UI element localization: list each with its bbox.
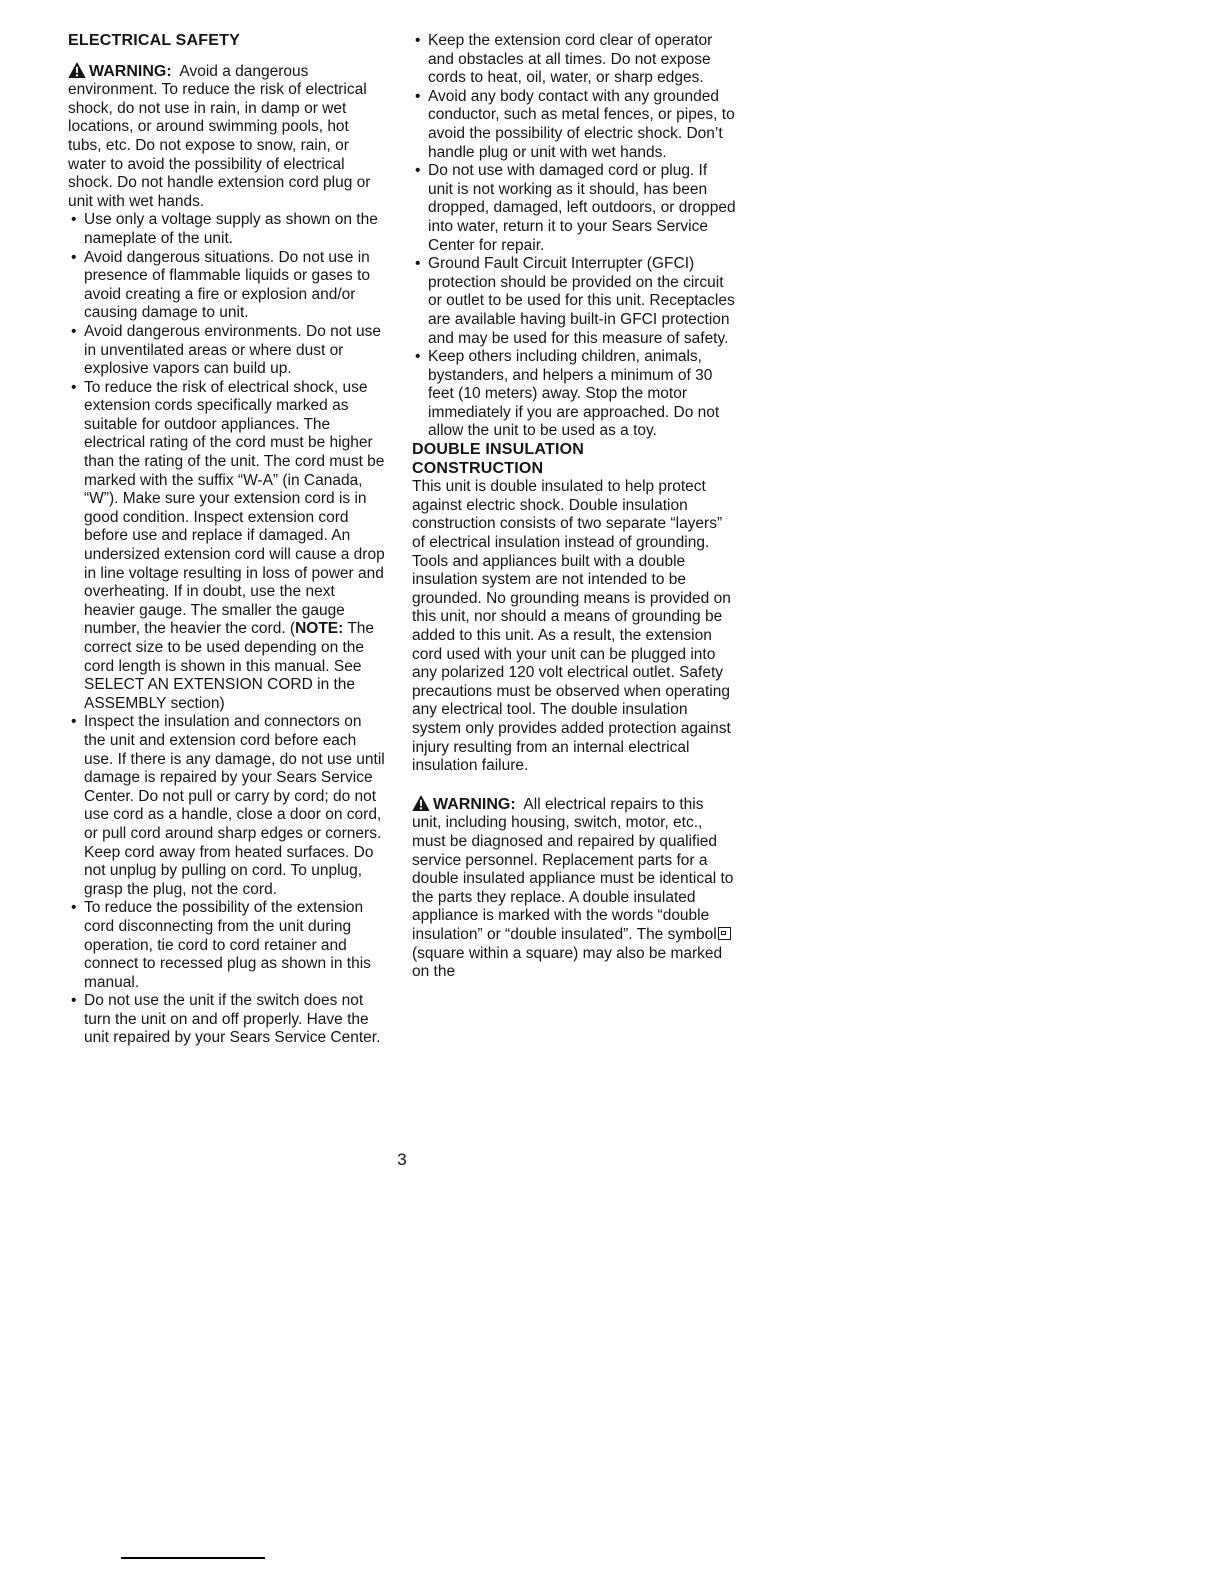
warning-label: WARNING: [433,795,516,813]
list-item: • Do not use the unit if the switch does not turn the unit on and off properly. Have the unit repaired by your Sears Service Center. [68,992,386,1048]
list-item: • To reduce the possibility of the extension cord disconnecting from the unit during operation, tie cord to cord retainer and connect to recessed plug as shown in this manual. [68,899,386,992]
note-label: NOTE: [295,620,344,638]
list-item: • Do not use with damaged cord or plug. If unit is not working as it should, has been dropped, damaged, left outdoors, or dropped into water, return it to your Sears Service Center for repair. [412,162,736,255]
section-heading-electrical-safety: ELECTRICAL SAFETY [68,32,241,49]
square-within-square-icon [718,927,731,940]
list-item: • Keep others including children, animals, bystanders, and helpers a minimum of 30 feet (10 meters) away. Stop the motor immediately if you are approached. Do not allow the unit to be used as a toy. [412,348,736,441]
double-insulation-body: This unit is double insulated to help protect against electric shock. Double insulation construction consists of two separate “layers” of electrical insulation instead of grounding. Tools and appliances built with a double insulation system are not intended to be grounded. No grounding means is provided on this unit, nor should a means of grounding be added to this unit. As a result, the extension cord used with your unit can be plugged into any polarized 120 volt electrical outlet. Safety precautions must be observed when operating any electrical tool. The double insulation system only provides added protection against injury resulting from an internal electrical insulation failure. [412,478,731,775]
safety-bullet-list-right [412,32,736,441]
left-column [68,32,386,1048]
right-column [412,32,736,1048]
warning-text: All electrical repairs to this unit, including housing, switch, motor, etc., must be diagnosed and repaired by qualified service personnel. Replacement parts for a double insulated appliance must be identical to the parts they replace. A double insulated appliance is marked with the words “double insulation” or “double insulated”. The symbol [412,795,734,943]
warning-label: WARNING: [89,62,172,80]
list-item: • Keep the extension cord clear of operator and obstacles at all times. Do not expose cords to heat, oil, water, or sharp edges. [412,32,736,88]
bottom-rule [121,1557,265,1559]
warning-triangle-icon [68,62,86,78]
safety-bullet-list-left [68,211,386,1048]
list-item: • Avoid dangerous situations. Do not use in presence of flammable liquids or gases to avoid creating a fire or explosion and/or causing damage to unit. [68,249,386,323]
extension-cord-text-cont: The correct size to be used depending on the cord length is shown in this manual. See SELECT AN EXTENSION CORD in the ASSEMBLY section) [84,620,375,712]
square-within-square-inner [721,931,726,936]
content-columns [68,32,736,1048]
section-heading-double-insulation: DOUBLE INSULATION CONSTRUCTION [412,441,584,477]
warning-text: Avoid a dangerous environment. To reduce the risk of electrical shock, do not use in rain, in damp or wet locations, or around swimming pools, hot tubs, etc. Do not expose to snow, rain, or water to avoid the possibility of electrical shock. Do not handle extension cord plug or unit with wet hands. [68,62,371,210]
list-item: • Inspect the insulation and connectors on the unit and extension cord before each use. If there is any damage, do not use until damage is repaired by your Sears Service Center. Do not pull or carry by cord; do not use cord as a handle, close a door on cord, or pull cord around sharp edges or corners. Keep cord away from heated surfaces. Do not unplug by pulling on cord. To unplug, grasp the plug, not the cord. [68,713,386,899]
warning-paragraph-1 [68,62,386,212]
list-item-extension-cord [68,379,386,714]
warning-text-cont: (square within a square) may also be marked on the [412,944,723,981]
list-item: • Avoid any body contact with any grounded conductor, such as metal fences, or pipes, to avoid the possibility of electric shock. Don’t handle plug or unit with wet hands. [412,88,736,162]
warning-paragraph-2 [412,795,736,982]
list-item: • Use only a voltage supply as shown on the nameplate of the unit. [68,211,386,248]
extension-cord-text: To reduce the risk of electrical shock, use extension cords specifically marked as suitable for outdoor appliances. The electrical rating of the cord must be higher than the rating of the unit. The cord must be marked with the suffix “W-A” (in Canada, “W”). Make sure your extension cord is in good condition. Inspect extension cord before use and replace if damaged. An undersized extension cord will cause a drop in line voltage resulting in loss of power and overheating. If in doubt, use the next heavier gauge. The smaller the gauge number, the heavier the cord. ( [84,378,385,638]
list-item: • Avoid dangerous environments. Do not use in unventilated areas or where dust or explosive vapors can build up. [68,323,386,379]
warning-triangle-icon [412,795,430,811]
list-item: • Ground Fault Circuit Interrupter (GFCI) protection should be provided on the circuit or outlet to be used for this unit. Receptacles are available having built-in GFCI protection and may be used for this measure of safety. [412,255,736,348]
page-number: 3 [397,1150,407,1169]
